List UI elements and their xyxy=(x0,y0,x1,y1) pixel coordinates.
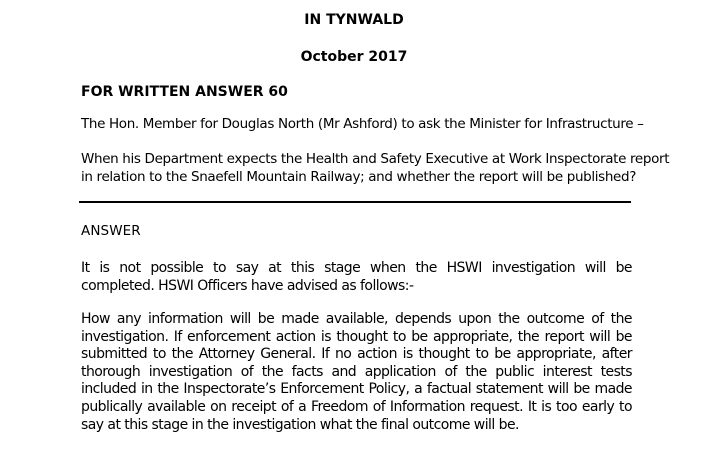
answer-line: completed. HSWI Officers have advised as follows:- xyxy=(81,277,414,294)
question-heading: FOR WRITTEN ANSWER 60 xyxy=(81,84,288,100)
document-title: IN TYNWALD xyxy=(304,12,404,28)
answer-line: How any information will be made available, depends upon the outcome of the xyxy=(81,311,632,327)
section-divider xyxy=(79,201,631,203)
answer-line: thorough investigation of the facts and application of the public interest tests xyxy=(81,363,632,380)
answer-line: investigation. If enforcement action is thought to be appropriate, the report will be xyxy=(81,328,632,345)
answer-line: say at this stage in the investigation what the final outcome will be. xyxy=(81,416,519,433)
answer-line: It is not possible to say at this stage when the HSWI investigation will be xyxy=(81,260,632,276)
answer-line: publically available on receipt of a Freedom of Information request. It is too early to xyxy=(81,398,632,415)
answer-label: ANSWER xyxy=(81,223,141,239)
answer-line: submitted to the Attorney General. If no action is thought to be appropriate, after xyxy=(81,346,632,363)
question-text xyxy=(81,150,669,186)
document-date: October 2017 xyxy=(300,49,408,65)
answer-paragraph-2 xyxy=(81,311,632,434)
question-line: When his Department expects the Health and Safety Executive at Work Inspectorate report xyxy=(81,151,670,167)
answer-line: included in the Inspectorate’s Enforcement Policy, a factual statement will be made xyxy=(81,381,632,398)
question-line: in relation to the Snaefell Mountain Railway; and whether the report will be published? xyxy=(81,169,637,185)
answer-paragraph-1 xyxy=(81,260,632,295)
asker-statement: The Hon. Member for Douglas North (Mr Ashford) to ask the Minister for Infrastructure – xyxy=(81,116,644,132)
